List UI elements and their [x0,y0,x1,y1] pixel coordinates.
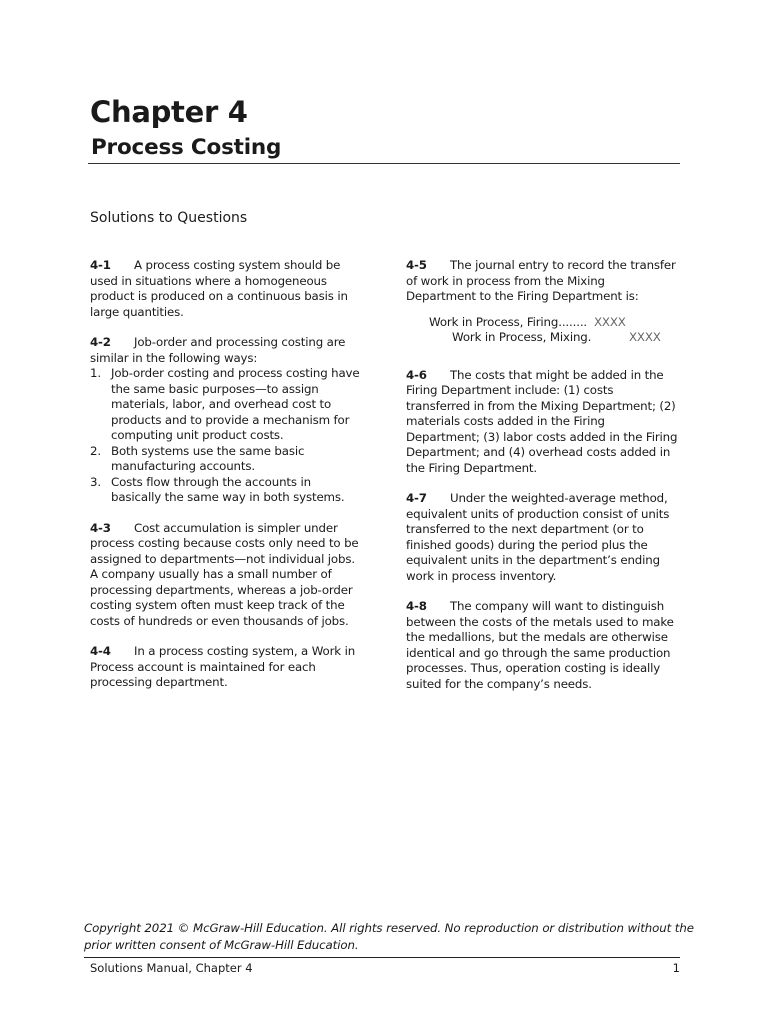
list-item-text: Both systems use the same basic manufacturing accounts. [111,443,305,473]
footer-divider [84,957,680,958]
chapter-subtitle: Process Costing [91,135,282,160]
question-text: The costs that might be added in the Firing Department include: (1) costs transferred in from the Mixing Department; (2) materials costs added in the Firing Department; (3) labor costs added in the Firing Department; and (4) overhead costs added in the Firing Department. [406,367,678,475]
numbered-list [90,366,362,506]
question-text: The company will want to distinguish between the costs of the metals used to make the medallions, but the medals are otherwise identical and go through the same production processes. Thus, operation costing is ideally suited for the company’s needs. [406,599,674,691]
journal-debit-amount: XXXX [594,314,626,329]
journal-debit-account: Work in Process, Firing........ [429,314,588,329]
question-4-1 [90,258,362,320]
question-number: 4-4 [90,644,111,658]
question-4-4 [90,644,362,691]
section-heading: Solutions to Questions [90,210,248,226]
question-text: Cost accumulation is simpler under process costing because costs only need to be assigned to departments—not individual jobs. A company usually has a small number of processing departments, whereas a job-order costing system often must keep track of the costs of hundreds or even thousands of jobs. [90,520,359,628]
chapter-title: Chapter 4 [90,95,248,129]
question-4-8 [406,599,678,692]
right-column [406,258,678,707]
question-number: 4-1 [90,258,111,272]
list-item [90,444,362,475]
question-number: 4-6 [406,367,427,382]
question-text: Job-order and processing costing are similar in the following ways: [90,335,346,365]
question-number: 4-5 [406,258,427,272]
question-number: 4-3 [90,520,111,535]
question-4-6 [406,368,678,477]
list-item-text: Costs flow through the accounts in basically the same way in both systems. [111,474,345,504]
question-text: Under the weighted-average method, equivalent units of production consist of units transferred to the next department (or to finished goods) during the period plus the equivalent units in the department’s ending work in process inventory. [406,491,670,583]
list-item [90,366,362,444]
title-divider [88,163,680,164]
question-4-5 [406,258,678,305]
journal-credit-account: Work in Process, Mixing. [452,330,592,344]
journal-entry [406,315,678,346]
question-text: The journal entry to record the transfer of work in process from the Mixing Department to the Firing Department is: [406,258,676,303]
list-item-text: Job-order costing and process costing have the same basic purposes—to assign materials, labor, and overhead cost to products and to provide a mechanism for computing unit product costs. [111,366,360,442]
question-number: 4-2 [90,335,111,349]
list-item-number: 2. [90,443,101,458]
question-number: 4-7 [406,491,427,505]
list-item-number: 3. [90,474,101,489]
question-4-2 [90,335,362,506]
footer-label: Solutions Manual, Chapter 4 [90,961,253,975]
left-column [90,258,362,706]
question-number: 4-8 [406,599,427,613]
question-4-3 [90,521,362,630]
page-number: 1 [672,961,680,975]
question-text: A process costing system should be used in situations where a homogeneous product is produced on a continuous basis in large quantities. [90,258,348,319]
question-text: In a process costing system, a Work in Process account is maintained for each processing department. [90,644,356,689]
copyright-notice: Copyright 2021 © McGraw-Hill Education. All rights reserved. No reproduction or distribution without the prior written consent of McGraw-Hill Education. [84,921,694,952]
list-item [90,475,362,506]
list-item-number: 1. [90,366,101,380]
question-4-7 [406,491,678,584]
journal-credit-amount: XXXX [629,330,661,344]
